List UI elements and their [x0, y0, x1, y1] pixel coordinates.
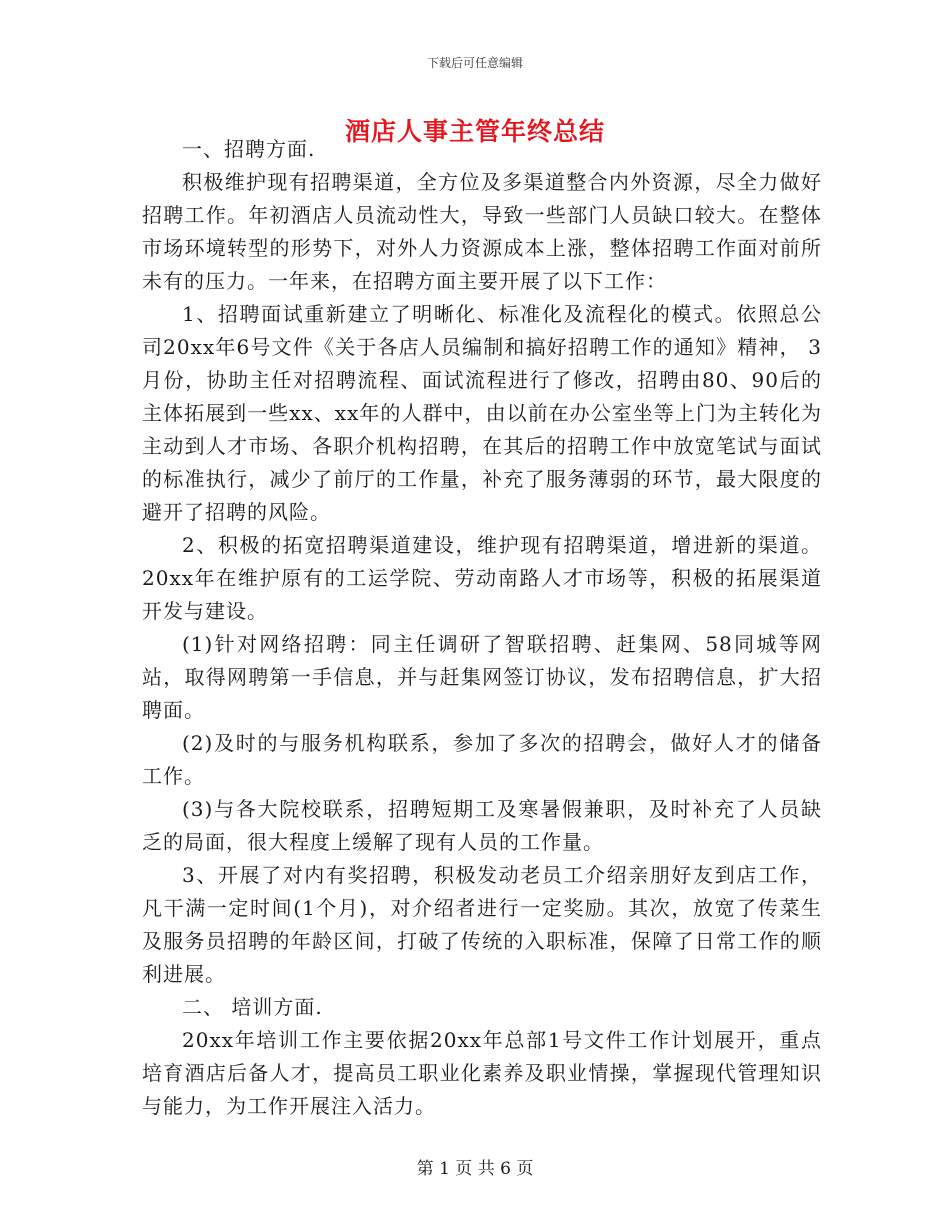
section-heading-training: 二、 培训方面.: [182, 995, 323, 1019]
paragraph: 1、招聘面试重新建立了明晰化、标准化及流程化的模式。依照总公司20xx年6号文件《关于各店人员编制和搞好招聘工作的通知》精神， 3月份，协助主任对招聘流程、面试流程进行了修改，招聘由80、90后的主体拓展到一些xx、xx年的人群中，由以前在办公室坐等上门为主转化为主动到人才市场、各职介机构招聘，在其后的招聘工作中放宽笔试与面试的标准执行，减少了前厅的工作量，补充了服务薄弱的环节，最大限度的避开了招聘的风险。: [142, 302, 822, 524]
paragraph: 积极维护现有招聘渠道，全方位及多渠道整合内外资源，尽全力做好招聘工作。年初酒店人员流动性大，导致一些部门人员缺口较大。在整体市场环境转型的形势下，对外人力资源成本上涨，整体招聘工作面对前所未有的压力。一年来，在招聘方面主要开展了以下工作：: [142, 170, 822, 293]
page-footer: 第 1 页 共 6 页: [416, 1159, 534, 1179]
section-heading-recruitment: 一、招聘方面.: [182, 137, 316, 161]
document-title: 酒店人事主管年终总结: [344, 117, 605, 146]
paragraph: 3、开展了对内有奖招聘，积极发动老员工介绍亲朋好友到店工作，凡干满一定时间(1个月)，对介绍者进行一定奖励。其次，放宽了传菜生及服务员招聘的年龄区间，打破了传统的入职标准，保障了日常工作的顺利进展。: [142, 863, 822, 986]
header-note: 下载后可任意编辑: [426, 56, 523, 70]
paragraph: (2)及时的与服务机构联系，参加了多次的招聘会，做好人才的储备工作。: [142, 731, 822, 788]
document-body: [142, 133, 822, 1123]
paragraph: (1)针对网络招聘：同主任调研了智联招聘、赶集网、58同城等网站，取得网聘第一手信息，并与赶集网签订协议，发布招聘信息，扩大招聘面。: [142, 632, 822, 722]
paragraph: 20xx年培训工作主要依据20xx年总部1号文件工作计划展开，重点培育酒店后备人才，提高员工职业化素养及职业情操，掌握现代管理知识与能力，为工作开展注入活力。: [142, 1028, 822, 1118]
paragraph: 2、积极的拓宽招聘渠道建设，维护现有招聘渠道，增进新的渠道。20xx年在维护原有的工运学院、劳动南路人才市场等，积极的拓展渠道开发与建设。: [142, 533, 822, 623]
paragraph: (3)与各大院校联系，招聘短期工及寒暑假兼职，及时补充了人员缺乏的局面，很大程度上缓解了现有人员的工作量。: [142, 797, 822, 854]
